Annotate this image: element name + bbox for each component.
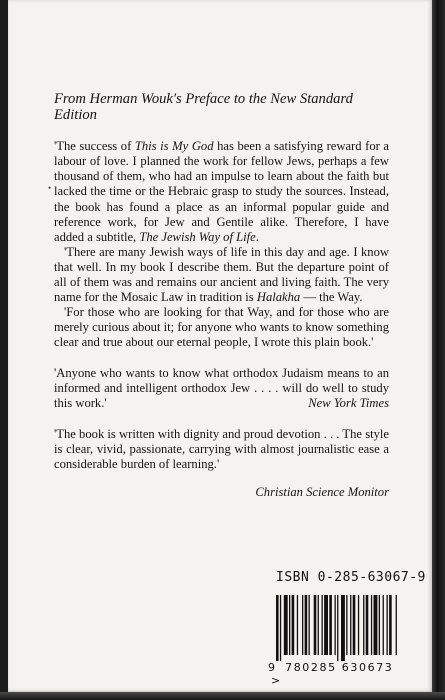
- barcode-bar: [276, 595, 279, 661]
- barcode-bar: [358, 595, 359, 655]
- book-edge-bottom: [0, 692, 445, 700]
- review-source-csm: Christian Science Monitor: [255, 484, 389, 499]
- preface-paragraph-2: 'There are many Jewish ways of life in this day and age. I know that well. In my book I describe them. But the departure point of all of them was and remains our ancient and living faith. The very name for the Mosaic Law in tradition is Halakha — the Way.: [54, 244, 389, 305]
- review-new-york-times: 'Anyone who wants to know what orthodox Judaism means to an informed and intelligent orthodox Jew . . . . will do well to study this work.' New York Times: [54, 365, 389, 410]
- barcode-bar: [350, 595, 351, 655]
- barcode-bar: [363, 595, 364, 655]
- barcode-bar: [353, 595, 356, 655]
- barcode-bar: [292, 595, 295, 655]
- barcode-bar: [335, 595, 336, 655]
- preface-paragraph-1: 'The success of This is My God has been a satisfying reward for a labour of love. I planned the work for fellow Jews, perhaps a few thousand of them, who had an impulse to learn about the faith but lacked the time or the Hebraic grasp to study the sources. Instead, the book has found a place as an informal popular guide and reference work, for Jew and Gentile alike. Therefore, I have added a subtitle, The Jewish Way of Life.: [54, 139, 389, 244]
- barcode-bar: [387, 595, 388, 655]
- review-source-nyt: New York Times: [308, 395, 389, 410]
- review-christian-science-monitor: 'The book is written with dignity and proud devotion . . . The style is clear, vivid, passionate, carrying with almost journalistic ease a considerable burden of learning.': [54, 426, 389, 471]
- barcode-bar: [329, 595, 332, 655]
- barcode-bar: [341, 595, 345, 661]
- isbn-number: ISBN 0-285-63067-9: [276, 570, 426, 585]
- barcode-bars: [268, 595, 400, 661]
- book-edge-right: [432, 0, 445, 700]
- book-title: This is My God: [134, 139, 214, 154]
- barcode-bar: [379, 595, 380, 655]
- barcode-bar: [289, 595, 290, 655]
- barcode-bar: [318, 595, 319, 655]
- barcode-bar: [297, 595, 298, 655]
- barcode-bar: [389, 595, 392, 655]
- barcode-bar: [346, 595, 347, 655]
- barcode-bar: [284, 595, 288, 655]
- book-subtitle: The Jewish Way of Life: [139, 229, 256, 244]
- halakha-term: Halakha: [256, 290, 301, 305]
- bullet-mark: •: [48, 183, 52, 193]
- barcode-bar: [383, 595, 384, 655]
- barcode-bar: [322, 595, 323, 655]
- barcode-digits: 9 780285 630673 >: [268, 661, 394, 687]
- barcode-bar: [366, 595, 369, 655]
- barcode-bar: [309, 595, 310, 655]
- barcode-bar: [337, 595, 338, 661]
- back-cover-text: [54, 92, 389, 512]
- barcode: [268, 595, 400, 687]
- barcode-bar: [371, 595, 372, 655]
- barcode-bar: [314, 595, 317, 655]
- preface-heading: From Herman Wouk's Preface to the New Standard Edition: [54, 91, 353, 123]
- barcode-bar: [302, 595, 303, 655]
- barcode-bar: [324, 595, 328, 655]
- preface-paragraph-3: 'For those who are looking for that Way, and for those who are merely curious about it; for anyone who wants to know something clear and true about our eternal people, I wrote this plain book.': [54, 305, 389, 350]
- barcode-bar: [305, 595, 308, 655]
- barcode-bar: [374, 595, 378, 655]
- barcode-bar: [280, 595, 281, 661]
- barcode-bar: [396, 595, 397, 655]
